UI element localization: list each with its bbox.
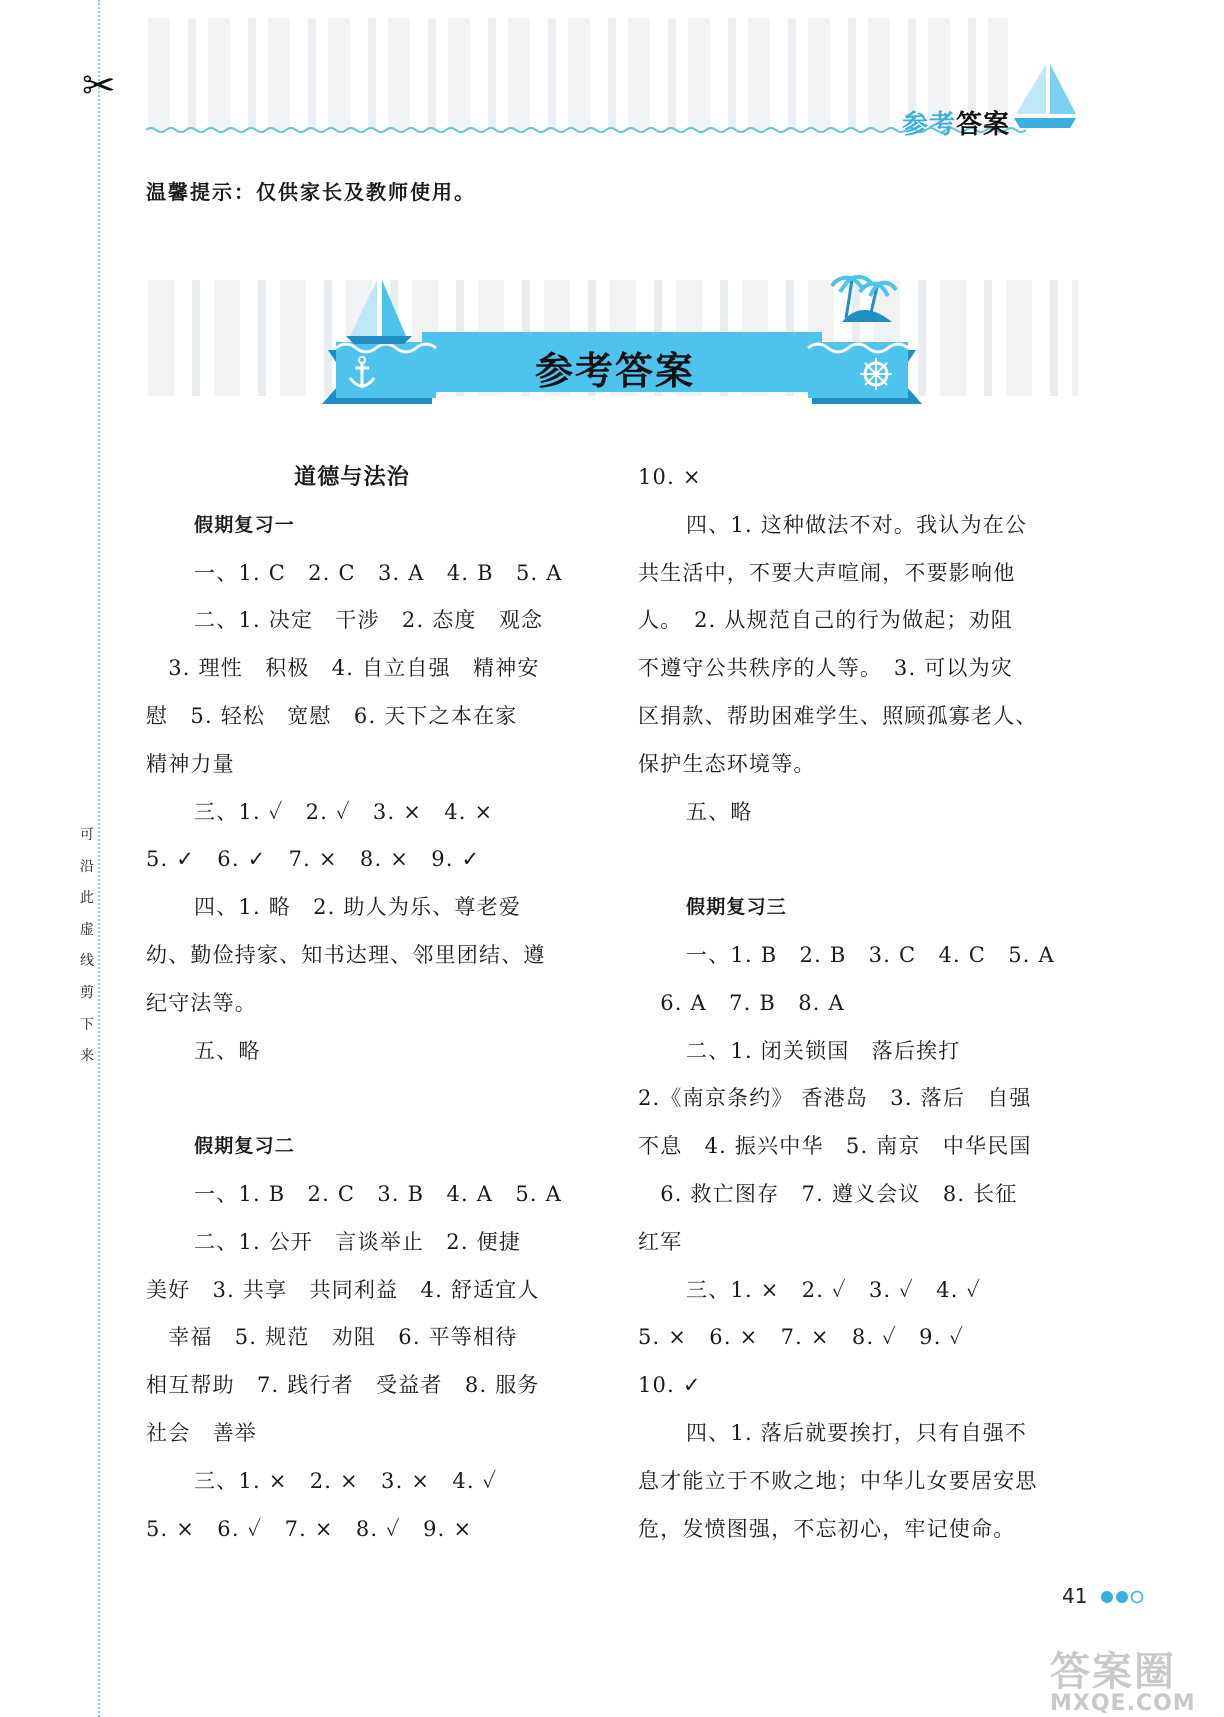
cut-note-char: 线 bbox=[80, 953, 94, 970]
answer-line: 相互帮助 7. 践行者 受益者 8. 服务 bbox=[146, 1373, 540, 1398]
answer-line: 幼、勤俭持家、知书达理、邻里团结、遵 bbox=[146, 942, 546, 967]
cut-note-char: 虚 bbox=[80, 921, 94, 938]
header-wave-line bbox=[146, 126, 1026, 134]
answer-line: 三、1. ✓ 2. ✓ 3. × 4. × bbox=[194, 799, 494, 824]
answer-line: 幸福 5. 规范 劝阻 6. 平等相待 bbox=[146, 1325, 518, 1350]
answer-line: 慰 5. 轻松 宽慰 6. 天下之本在家 bbox=[146, 703, 518, 728]
answer-line: 10. ✓ bbox=[638, 1373, 702, 1398]
cut-note-char: 此 bbox=[80, 890, 94, 907]
answer-line: 四、1. 略 2. 助人为乐、尊老爱 bbox=[194, 895, 522, 920]
section-heading: 假期复习一 bbox=[194, 513, 296, 536]
answer-line: 一、1. B 2. C 3. B 4. A 5. A bbox=[194, 1181, 563, 1206]
answer-line: 一、1. C 2. C 3. A 4. B 5. A bbox=[194, 560, 563, 585]
left-answer-column bbox=[146, 454, 591, 1553]
answer-line: 四、1. 这种做法不对。我认为在公 bbox=[686, 512, 1028, 537]
answer-line: 二、1. 闭关锁国 落后挨打 bbox=[686, 1038, 961, 1063]
answer-line: 二、1. 公开 言谈举止 2. 便捷 bbox=[194, 1229, 522, 1254]
cut-note-char: 下 bbox=[80, 1016, 94, 1033]
notice-text: 温馨提示：仅供家长及教师使用。 bbox=[146, 180, 476, 204]
answer-line: 3. 理性 积极 4. 自立自强 精神安 bbox=[146, 656, 540, 681]
answer-line: 危，发愤图强，不忘初心，牢记使命。 bbox=[638, 1516, 1016, 1541]
answer-line: 6. 救亡图存 7. 遵义会议 8. 长征 bbox=[638, 1181, 1018, 1206]
header-stripe-pattern bbox=[148, 18, 1008, 128]
answer-line: 纪守法等。 bbox=[146, 990, 257, 1015]
banner-title: 参考答案 bbox=[534, 349, 695, 393]
cut-dotted-line bbox=[98, 0, 100, 1717]
right-answer-column bbox=[638, 454, 1083, 1553]
answer-line: 不遵守公共秩序的人等。 3. 可以为灾 bbox=[638, 656, 1014, 681]
answer-line: 人。 2. 从规范自己的行为做起；劝阻 bbox=[638, 608, 1014, 633]
answer-line: 6. A 7. B 8. A bbox=[638, 990, 845, 1015]
answer-line: 5. × 6. × 7. × 8. ✓ 9. ✓ bbox=[638, 1325, 965, 1350]
answer-line: 一、1. B 2. B 3. C 4. C 5. A bbox=[686, 942, 1055, 967]
answer-line: 不息 4. 振兴中华 5. 南京 中华民国 bbox=[638, 1134, 1032, 1159]
answer-line: 2.《南京条约》 香港岛 3. 落后 自强 bbox=[638, 1086, 1032, 1111]
answer-line: 三、1. × 2. ✓ 3. ✓ 4. ✓ bbox=[686, 1277, 982, 1302]
answer-line: 共生活中，不要大声喧闹，不要影响他 bbox=[638, 560, 1016, 585]
sailboat-icon bbox=[1010, 62, 1080, 132]
cut-note-char: 沿 bbox=[80, 858, 94, 875]
cut-note-char: 可 bbox=[80, 827, 94, 843]
spacer bbox=[638, 836, 1083, 884]
answer-line: 红军 bbox=[638, 1229, 683, 1254]
section-heading: 假期复习二 bbox=[194, 1135, 296, 1158]
watermark: 答案圈 MXQE.COM bbox=[1050, 1649, 1196, 1716]
scissors-icon: ✂ bbox=[82, 63, 116, 109]
answer-line: 五、略 bbox=[686, 799, 753, 824]
header-label: 参考答案 bbox=[902, 110, 1011, 140]
answer-line: 区捐款、帮助困难学生、照顾孤寡老人、 bbox=[638, 703, 1038, 728]
cut-note-char: 剪 bbox=[80, 984, 94, 1001]
page-number: 41 bbox=[1062, 1584, 1088, 1608]
answer-line: 三、1. × 2. × 3. × 4. ✓ bbox=[194, 1468, 498, 1493]
answer-line: 社会 善举 bbox=[146, 1420, 257, 1445]
answer-line: 精神力量 bbox=[146, 751, 235, 776]
answer-line: 5. ✓ 6. ✓ 7. × 8. × 9. ✓ bbox=[146, 847, 481, 872]
answer-line: 10. × bbox=[638, 465, 702, 489]
answer-line: 四、1. 落后就要挨打，只有自强不 bbox=[686, 1420, 1028, 1445]
subject-title: 道德与法治 bbox=[294, 465, 411, 490]
answer-line: 五、略 bbox=[194, 1038, 261, 1063]
answer-line: 息才能立于不败之地；中华儿女要居安思 bbox=[638, 1468, 1038, 1493]
answer-line: 保护生态环境等。 bbox=[638, 751, 816, 776]
answer-line: 5. × 6. ✓ 7. × 8. ✓ 9. × bbox=[146, 1516, 473, 1541]
answer-line: 二、1. 决定 干涉 2. 态度 观念 bbox=[194, 608, 544, 633]
cut-instruction bbox=[76, 820, 98, 1073]
cut-note-char: 来 bbox=[80, 1048, 94, 1065]
section-heading: 假期复习三 bbox=[686, 896, 788, 919]
page-dots-icon bbox=[1100, 1590, 1146, 1604]
answer-line: 美好 3. 共享 共同利益 4. 舒适宜人 bbox=[146, 1277, 540, 1302]
spacer bbox=[146, 1075, 591, 1123]
